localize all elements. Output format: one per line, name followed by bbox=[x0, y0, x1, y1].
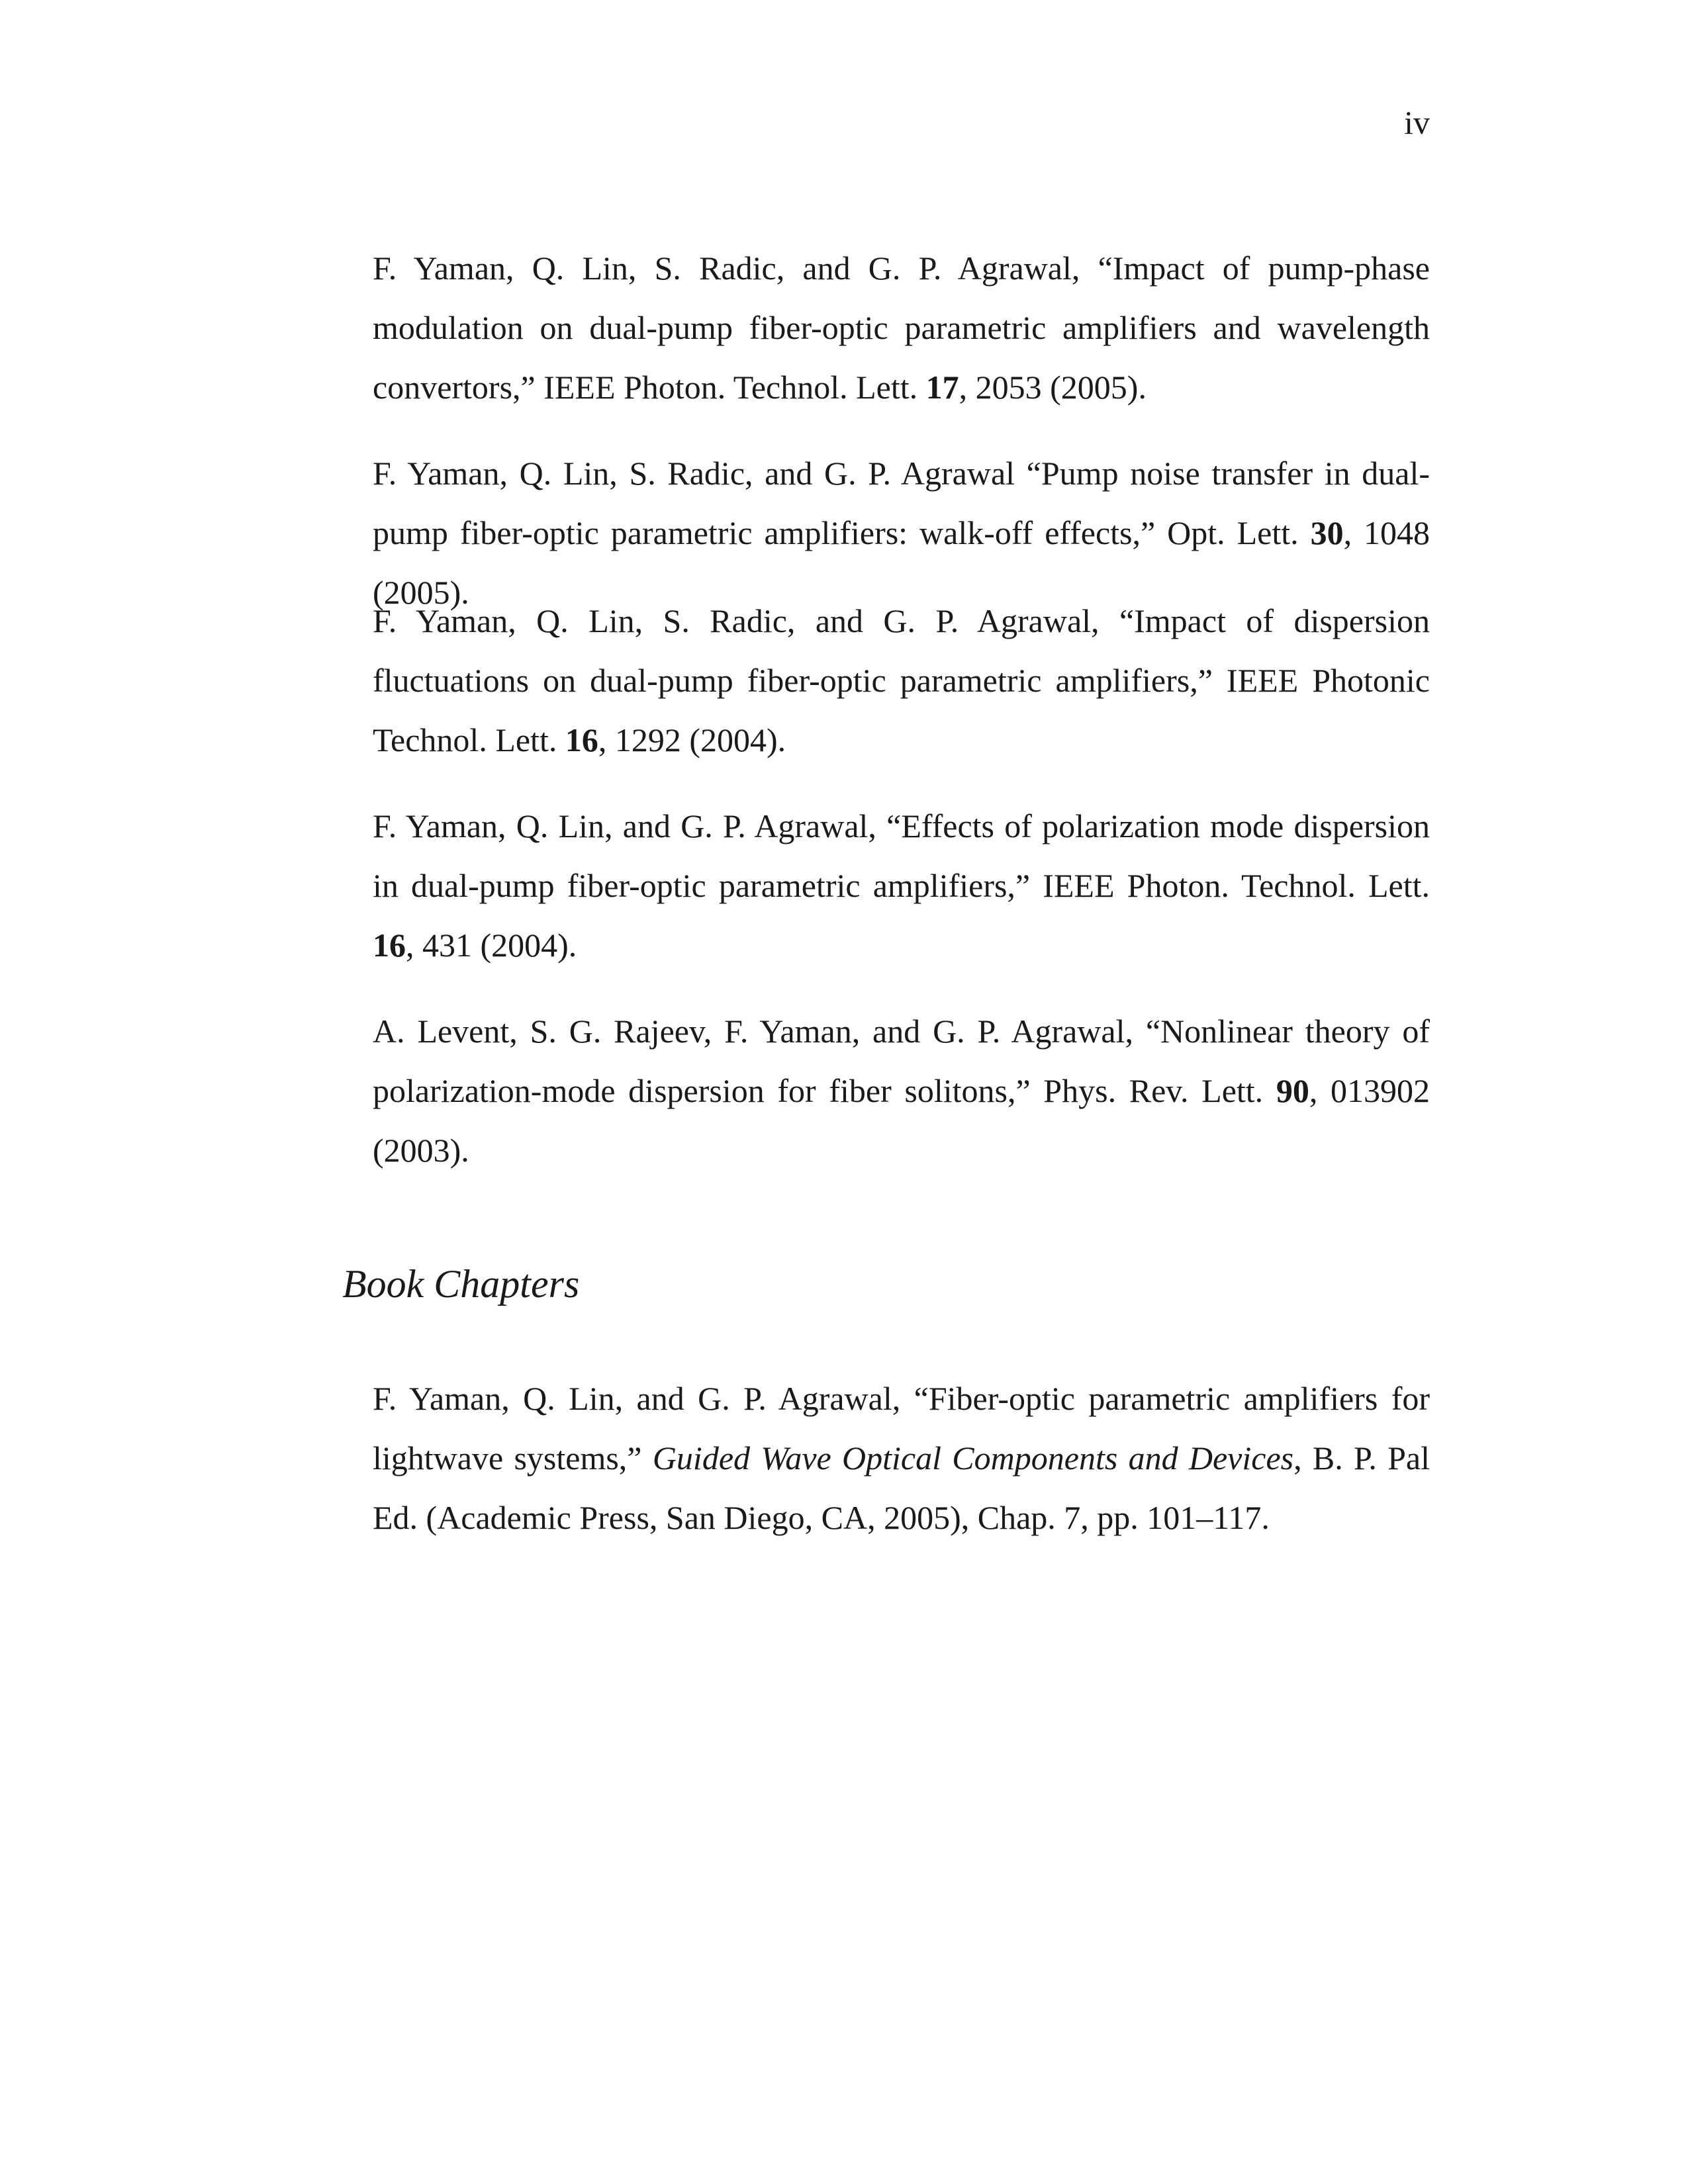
reference-text: F. Yaman, Q. Lin, S. Radic, and G. P. Agrawal, “Impact of pump-phase modulation on dual-pump fiber-optic parametric amplifiers and wavelength convertors,” IEEE Photon. Technol. Lett. bbox=[373, 250, 1430, 406]
reference-text: F. Yaman, Q. Lin, S. Radic, and G. P. Agrawal “Pump noise transfer in dual-pump fiber-optic parametric amplifiers: walk-off effects,” Opt. Lett. bbox=[373, 455, 1430, 551]
chapter-publication-details: , B. P. Pal Ed. (Academic Press, San Diego, CA, 2005), Chap. 7, pp. 101–117. bbox=[373, 1439, 1430, 1536]
book-chapter-entry bbox=[373, 1369, 1430, 1547]
page-number: iv bbox=[1404, 104, 1430, 141]
section-heading-book-chapters: Book Chapters bbox=[342, 1262, 580, 1306]
reference-text: F. Yaman, Q. Lin, S. Radic, and G. P. Agrawal, “Impact of dispersion fluctuations on dual-pump fiber-optic parametric amplifiers,” IEEE Photonic Technol. Lett. bbox=[373, 602, 1430, 758]
reference-volume: 30 bbox=[1310, 514, 1344, 551]
reference-entry bbox=[373, 796, 1430, 975]
reference-text: A. Levent, S. G. Rajeev, F. Yaman, and G. P. Agrawal, “Nonlinear theory of polarization-mode dispersion for fiber solitons,” Phys. Rev. Lett. bbox=[373, 1013, 1430, 1109]
reference-volume: 90 bbox=[1276, 1072, 1309, 1109]
reference-entry bbox=[373, 1001, 1430, 1180]
book-title: Guided Wave Optical Components and Devices bbox=[652, 1439, 1294, 1477]
reference-volume: 17 bbox=[925, 369, 959, 406]
reference-pages-year: , 2053 (2005). bbox=[959, 369, 1147, 406]
reference-pages-year: , 1292 (2004). bbox=[598, 721, 786, 758]
chapter-authors-title: F. Yaman, Q. Lin, and G. P. Agrawal, “Fiber-optic parametric amplifiers for lightwave systems,” bbox=[373, 1380, 1430, 1477]
reference-volume: 16 bbox=[565, 721, 598, 758]
reference-pages-year: , 1048 (2005). bbox=[373, 514, 1430, 611]
reference-entry bbox=[373, 238, 1430, 417]
reference-entry bbox=[373, 591, 1430, 770]
reference-pages-year: , 013902 (2003). bbox=[373, 1072, 1430, 1169]
reference-volume: 16 bbox=[373, 927, 406, 964]
reference-pages-year: , 431 (2004). bbox=[406, 927, 577, 964]
reference-text: F. Yaman, Q. Lin, and G. P. Agrawal, “Effects of polarization mode dispersion in dual-pump fiber-optic parametric amplifiers,” IEEE Photon. Technol. Lett. bbox=[373, 807, 1430, 904]
